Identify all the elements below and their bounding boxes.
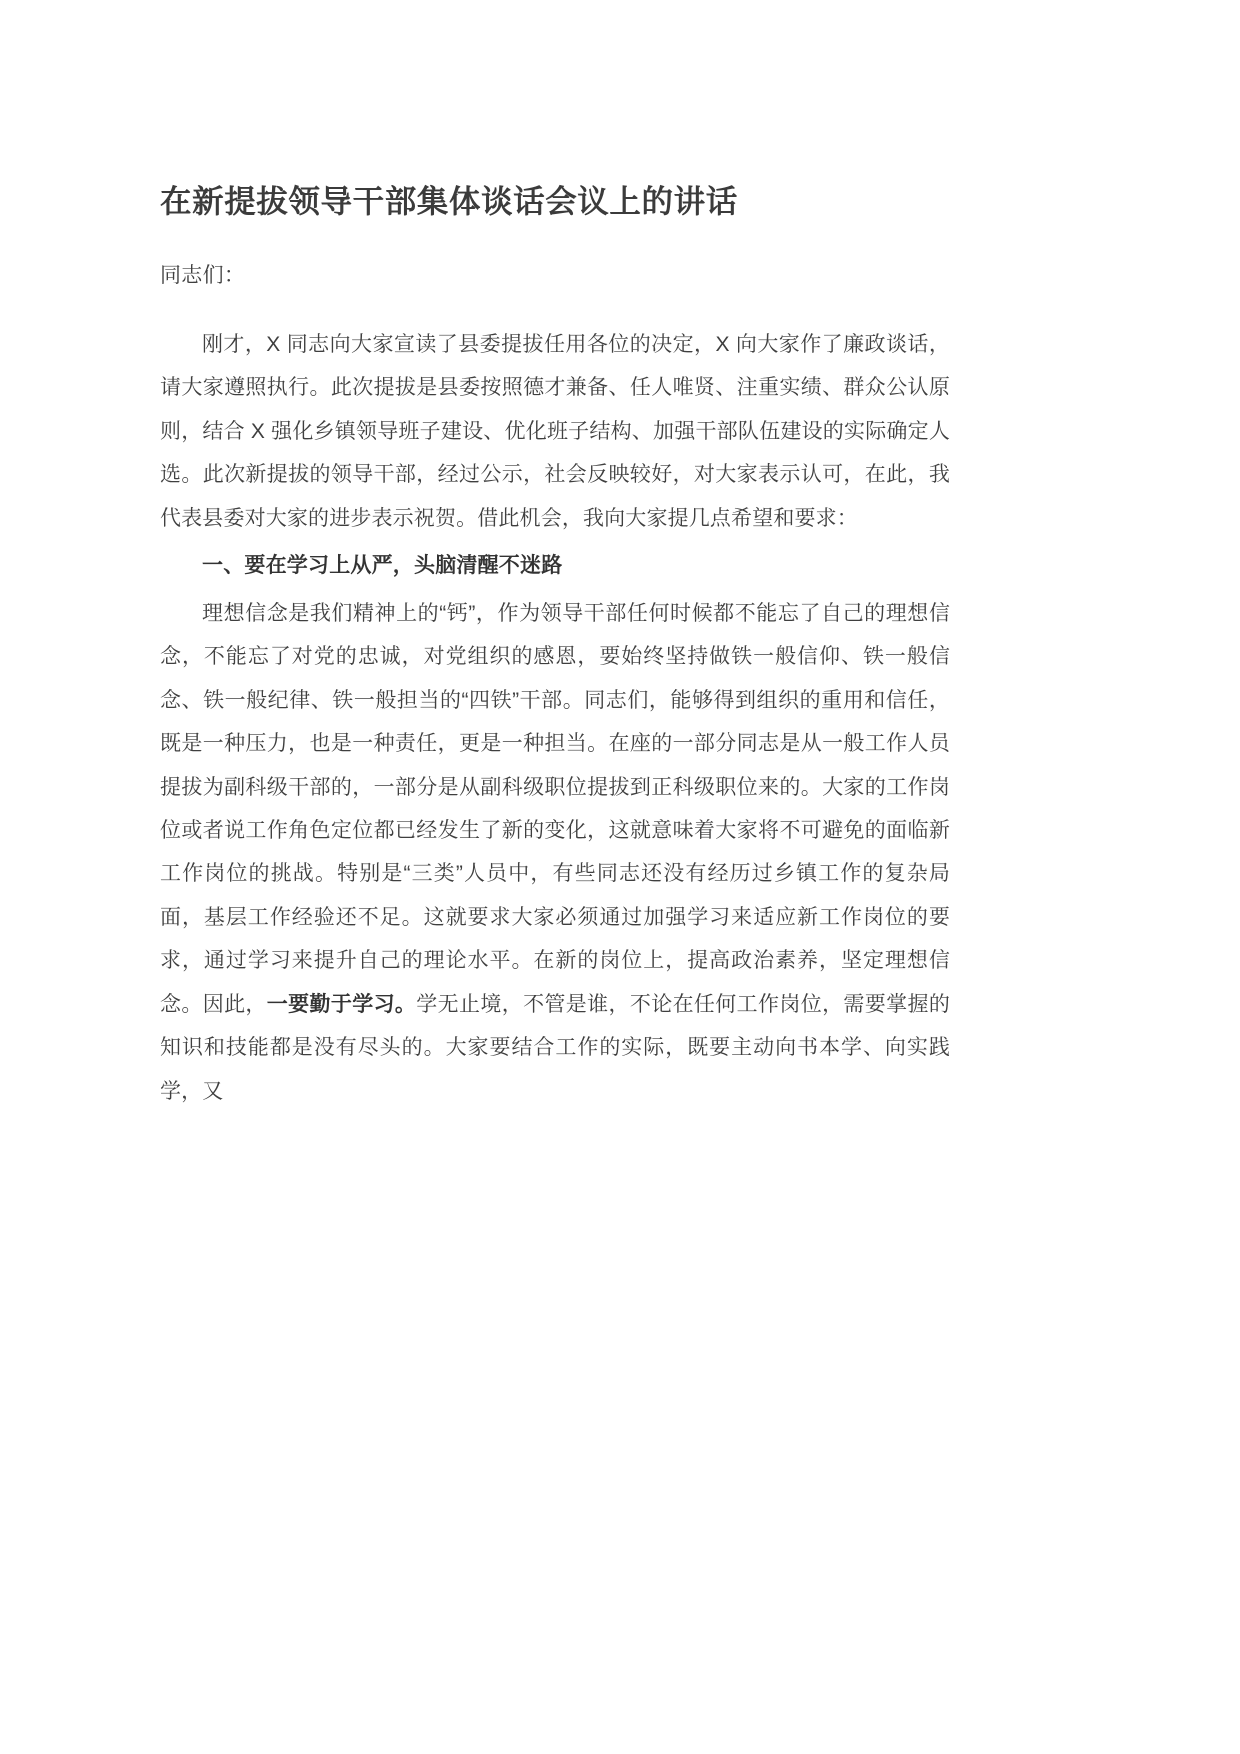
paragraph-2-text-after-bold: 学无止境，不管是谁，不论在任何工作岗位，需要掌握的知识和技能都是没有尽头的。大家要结合工作的实际，既要主动向书本学、向实践学，又 — [160, 992, 951, 1103]
paragraph-2-text-before-bold: 理想信念是我们精神上的“钙”，作为领导干部任何时候都不能忘了自己的理想信念，不能忘了对党的忠诚，对党组织的感恩，要始终坚持做铁一般信仰、铁一般信念、铁一般纪律、铁一般担当的“四铁”干部。同志们，能够得到组织的重用和信任，既是一种压力，也是一种责任，更是一种担当。在座的一部分同志是从一般工作人员提拔为副科级干部的，一部分是从副科级职位提拔到正科级职位来的。大家的工作岗位或者说工作角色定位都已经发生了新的变化，这就意味着大家将不可避免的面临新工作岗位的挑战。特别是“三类”人员中，有些同志还没有经历过乡镇工作的复杂局面，基层工作经验还不足。这就要求大家必须通过加强学习来适应新工作岗位的要求，通过学习来提升自己的理论水平。在新的岗位上，提高政治素养，坚定理想信念。因此， — [160, 601, 950, 1016]
body-paragraph-2 — [160, 592, 950, 1114]
section-heading-one: 一、要在学习上从严，头脑清醒不迷路 — [202, 554, 563, 578]
body-paragraph-1: 刚才，X 同志向大家宣读了县委提拔任用各位的决定，X 向大家作了廉政谈话，请大家遵照执行。此次提拔是县委按照德才兼备、任人唯贤、注重实绩、群众公认原则，结合 X 强化乡镇领导班子建设、优化班子结构、加强干部队伍建设的实际确定人选。此次新提拔的领导干部，经过公示，社会反映较好，对大家表示认可，在此，我代表县委对大家的进步表示祝贺。借此机会，我向大家提几点希望和要求： — [160, 332, 950, 530]
paragraph-2-bold-emphasis: 一要勤于学习。 — [266, 992, 417, 1016]
page-title: 在新提拔领导干部集体谈话会议上的讲话 — [160, 183, 738, 219]
salutation-line: 同志们： — [160, 264, 246, 288]
